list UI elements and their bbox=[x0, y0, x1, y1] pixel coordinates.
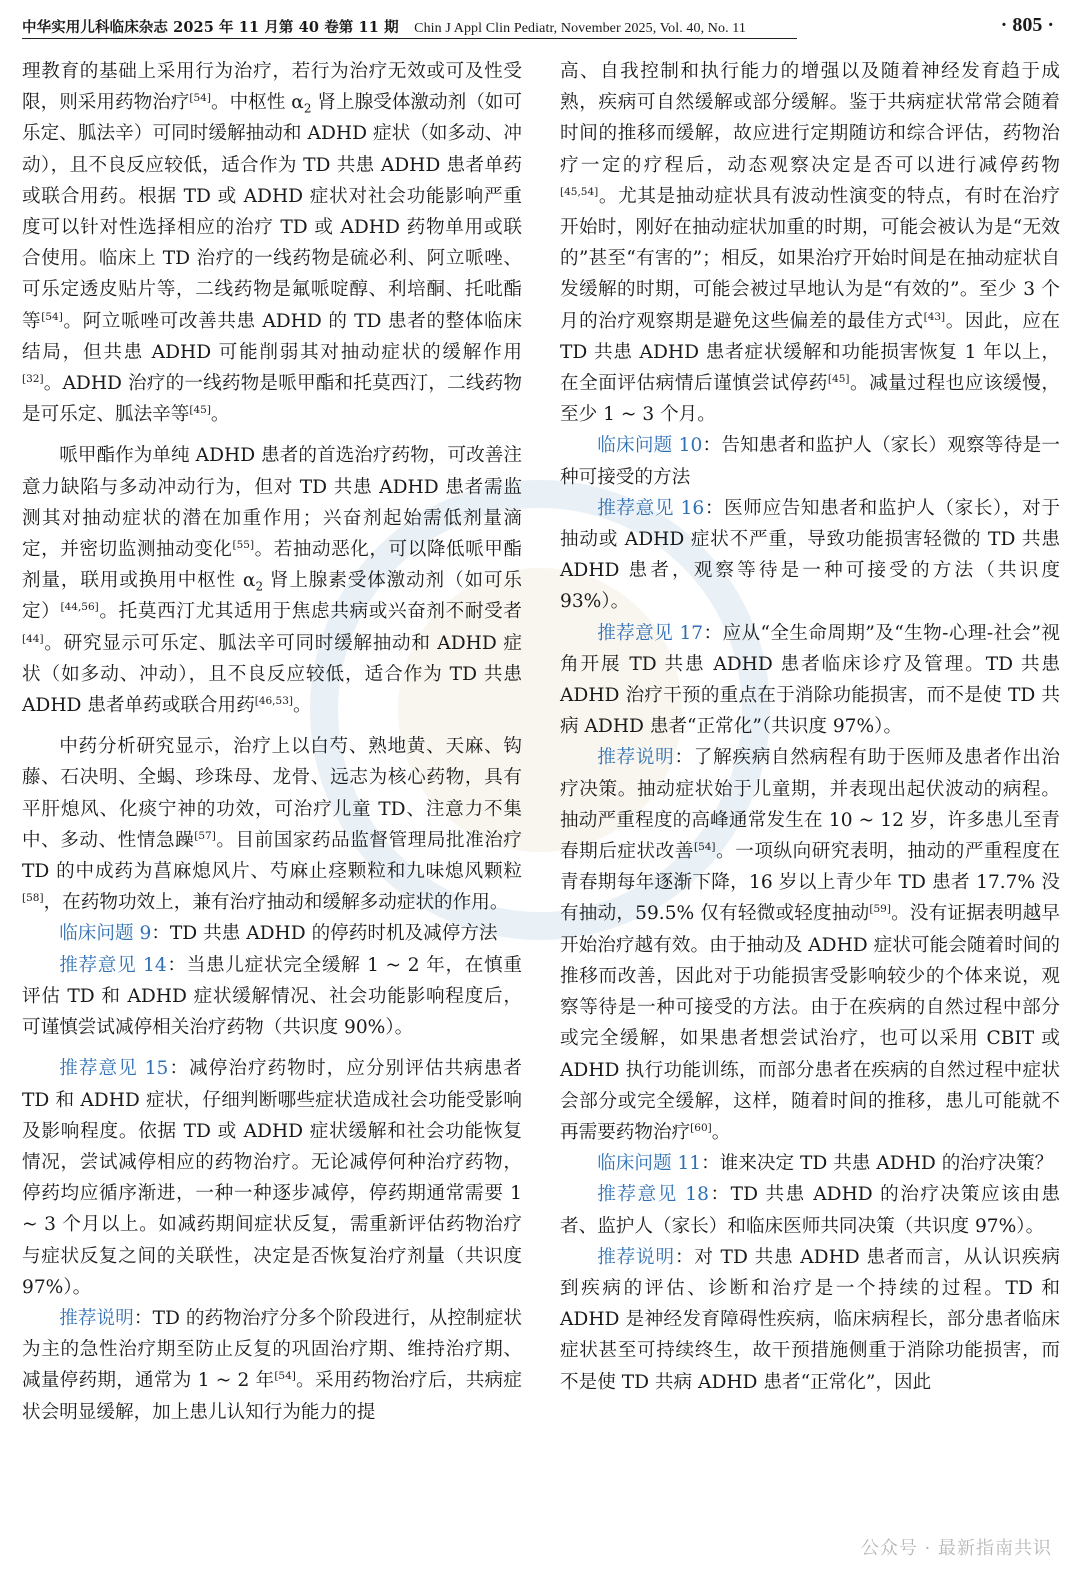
citation: [58] bbox=[22, 892, 44, 905]
clinical-question-11 bbox=[560, 1148, 1060, 1179]
running-header bbox=[22, 12, 1062, 42]
citation: [45,54] bbox=[560, 185, 599, 198]
left-column bbox=[22, 56, 522, 1428]
paragraph bbox=[560, 56, 1060, 430]
text-run: 。托莫西汀尤其适用于焦虑共病或兴奋剂不耐受者 bbox=[98, 601, 522, 623]
text-run: 。研究显示可乐定、胍法辛可同时缓解抽动和 ADHD 症状（如多动、冲动），且不良反应较低，适合作为 TD 共患 ADHD 患者单药或联合用药 bbox=[22, 632, 522, 717]
text-run: 理教育的基础上采用行为治疗，若行为治疗无效或可及性受限，则采用药物治疗 bbox=[22, 61, 522, 114]
recommendation-text: ：应从“全生命周期”及“生物-心理-社会”视角开展 TD 共患 ADHD 患者临床诊疗及管理。TD 共患 ADHD 治疗干预的重点在于消除功能损害，而不是使 TD 共病 ADHD 患者“正常化”（共识度 97%）。 bbox=[560, 622, 1061, 738]
citation: [54] bbox=[41, 310, 63, 323]
question-text: ：TD 共患 ADHD 的停药时机及减停方法 bbox=[151, 923, 498, 945]
citation: [45] bbox=[827, 372, 850, 385]
recommendation-text: ：当患儿症状完全缓解 1 ~ 2 年，在慎重评估 TD 和 ADHD 症状缓解情况、社会功能影响程度后，可谨慎尝试减停相关治疗药物（共识度 90%）。 bbox=[22, 954, 522, 1039]
subscript: 2 bbox=[255, 579, 264, 594]
recommendation-16 bbox=[560, 493, 1060, 618]
text-run: ：了解疾病自然病程有助于医师及患者作出治疗决策。抽动症状始于儿童期，并表现出起伏波动的病程。抽动严重程度的高峰通常发生在 10 ~ 12 岁，许多患儿至青春期后症状改善 bbox=[560, 747, 1060, 863]
recommendation-label: 推荐意见 16 bbox=[597, 497, 705, 519]
citation: [59] bbox=[869, 903, 891, 916]
text-run: 。ADHD 治疗的一线药物是哌甲酯和托莫西汀，二线药物是可乐定、胍法辛等 bbox=[22, 373, 522, 426]
journal-citation bbox=[22, 16, 746, 37]
text-run: 高、自我控制和执行能力的增强以及随着神经发育趋于成熟，疾病可自然缓解或部分缓解。鉴于共病症状常常会随着时间的推移而缓解，故应进行定期随访和综合评估，药物治疗一定的疗程后，动态观察决定是否可以进行减停药物 bbox=[560, 61, 1060, 176]
explanation bbox=[22, 1303, 522, 1428]
journal-title-en: Chin J Appl Clin Pediatr, November 2025, Vol. 40, No. 11 bbox=[414, 21, 746, 36]
recommendation-17 bbox=[560, 618, 1060, 743]
citation: [32] bbox=[22, 372, 44, 385]
citation: [44,56] bbox=[60, 601, 99, 614]
recommendation-label: 推荐意见 17 bbox=[597, 622, 704, 644]
text-run: 。中枢性 α bbox=[210, 92, 304, 114]
citation: [54] bbox=[693, 840, 716, 853]
citation: [44] bbox=[22, 632, 44, 645]
citation: [45] bbox=[189, 404, 211, 417]
subscript: 2 bbox=[303, 101, 312, 116]
journal-title-cn: 中华实用儿科临床杂志 2025 年 11 月第 40 卷第 11 期 bbox=[22, 19, 399, 36]
text-run: 。减量过程也应该缓慢，至少 1 ~ 3 个月。 bbox=[560, 373, 1060, 426]
text-run: 。没有证据表明越早开始治疗越有效。由于抽动及 ADHD 症状可能会随着时间的推移而改善，因此对于功能损害受影响较少的个体来说，观察等待是一种可接受的方法。由于在疾病的自然过程中部分或完全缓解，如果患者想尝试治疗，也可以采用 CBIT 或 ADHD 执行功能训练，而部分患者在疾病的自然过程中症状会部分或完全缓解，这样，随着时间的推移，患儿可能就不再需要药物治疗 bbox=[560, 903, 1060, 1143]
text-run: 。一项纵向研究表明，抽动的严重程度在青春期每年逐渐下降，16 岁以上青少年 TD 患者 17.7% 没有抽动，59.5% 仅有轻微或轻度抽动 bbox=[560, 841, 1060, 925]
recommendation-15 bbox=[22, 1053, 522, 1303]
question-text: ：谁来决定 TD 共患 ADHD 的治疗决策？ bbox=[701, 1153, 1054, 1175]
text-run: 。采用药物治疗后，共病症状会明显缓解，加上患儿认知行为能力的提 bbox=[22, 1370, 522, 1423]
text-run: 。 bbox=[292, 695, 312, 717]
text-run: 。阿立哌唑可改善共患 ADHD 的 TD 患者的整体临床结局，但共患 ADHD 可能削弱其对抽动症状的缓解作用 bbox=[22, 310, 522, 363]
citation: [54] bbox=[274, 1370, 296, 1383]
recommendation-label: 推荐意见 18 bbox=[597, 1184, 709, 1206]
explanation bbox=[560, 1242, 1060, 1398]
text-run: 。尤其是抽动症状具有波动性演变的特点，有时在治疗开始时，刚好在抽动症状加重的时期，可能会被认为是“无效的”甚至“有害的”；相反，如果治疗开始时间是在抽动症状自发缓解的时期，可能会被过早地认为是“有效的”。至少 3 个月的治疗观察期是避免这些偏差的最佳方式 bbox=[560, 185, 1060, 332]
text-run: ，在药物功效上，兼有治疗抽动和缓解多动症状的作用。 bbox=[43, 892, 509, 914]
text-run: 。目前国家药品监督管理局批准治疗 TD 的中成药为菖麻熄风片、芍麻止痉颗粒和九味熄风颗粒 bbox=[22, 829, 522, 883]
text-run: 。 bbox=[210, 404, 230, 426]
page-number: · 805 · bbox=[1000, 14, 1054, 36]
recommendation-text: ：TD 共患 ADHD 的治疗决策应该由患者、监护人（家长）和临床医师共同决策（共识度 97%）。 bbox=[560, 1184, 1061, 1237]
clinical-question-10 bbox=[560, 430, 1060, 492]
recommendation-label: 推荐意见 14 bbox=[59, 954, 167, 976]
text-run: 。若抽动恶化，可以降低哌甲酯剂量，联用或换用中枢性 α bbox=[22, 539, 522, 592]
explanation-label: 推荐说明 bbox=[59, 1307, 134, 1329]
recommendation-text: ：医师应告知患者和监护人（家长），对于抽动或 ADHD 症状不严重，导致功能损害轻微的 TD 共患 ADHD 患者，观察等待是一种可接受的方法（共识度 93%）。 bbox=[560, 497, 1060, 613]
question-label: 临床问题 9 bbox=[59, 923, 152, 945]
question-label: 临床问题 10 bbox=[597, 435, 703, 457]
recommendation-text: ：减停治疗药物时，应分别评估共病患者 TD 和 ADHD 症状，仔细判断哪些症状造成社会功能受影响及影响程度。依据 TD 或 ADHD 症状缓解和社会功能恢复情况，尝试减停相应的药物治疗。无论减停何种治疗药物，停药均应循序渐进，一种一种逐步减停，停药期通常需要 1 ~ 3 个月以上。如减药期间症状反复，需重新评估药物治疗与症状反复之间的关联性，决定是否恢复治疗剂量（共识度 97%）。 bbox=[22, 1058, 522, 1298]
recommendation-label: 推荐意见 15 bbox=[59, 1058, 169, 1080]
recommendation-14 bbox=[22, 950, 522, 1044]
citation: [43] bbox=[923, 310, 946, 323]
text-run: 肾上腺素受体激动剂（如可乐定） bbox=[22, 570, 523, 623]
question-label: 临床问题 11 bbox=[597, 1153, 702, 1175]
header-rule bbox=[22, 38, 797, 39]
citation: [57] bbox=[194, 829, 216, 842]
explanation bbox=[560, 742, 1060, 1148]
paragraph bbox=[22, 56, 522, 430]
citation: [55] bbox=[232, 538, 255, 551]
paragraph bbox=[22, 440, 522, 721]
explanation-text: ：对 TD 共患 ADHD 患者而言，从认识疾病到疾病的评估、诊断和治疗是一个持续的过程。TD 和 ADHD 是神经发育障碍性疾病，临床病程长，部分患者临床症状甚至可持续终生，故干预措施侧重于消除功能损害，而不是使 TD 共病 ADHD 患者“正常化”，因此 bbox=[560, 1246, 1060, 1393]
citation: [46,53] bbox=[254, 694, 293, 707]
paragraph bbox=[22, 731, 522, 918]
right-column bbox=[560, 56, 1060, 1398]
text-run: 。 bbox=[711, 1121, 731, 1143]
recommendation-18 bbox=[560, 1179, 1060, 1241]
explanation-label: 推荐说明 bbox=[597, 1246, 675, 1268]
question-text: ：告知患者和监护人（家长）观察等待是一种可接受的方法 bbox=[560, 435, 1060, 488]
citation: [54] bbox=[189, 92, 211, 105]
clinical-question-9 bbox=[22, 918, 522, 949]
text-run: 哌甲酯作为单纯 ADHD 患者的首选治疗药物，可改善注意力缺陷与多动冲动行为，但对 TD 共患 ADHD 患者需监测其对抽动症状的潜在加重作用；兴奋剂起始需低剂量滴定，并密切监测抽动变化 bbox=[22, 445, 522, 561]
text-run: 中药分析研究显示，治疗上以白芍、熟地黄、天麻、钩藤、石决明、全蝎、珍珠母、龙骨、远志为核心药物，具有平肝熄风、化痰宁神的功效，可治疗儿童 TD、注意力不集中、多动、性情急躁 bbox=[22, 736, 522, 851]
explanation-text bbox=[560, 747, 1060, 1142]
citation: [60] bbox=[690, 1121, 712, 1134]
text-run: 。因此，应在 TD 共患 ADHD 患者症状缓解和功能损害恢复 1 年以上，在全面评估病情后谨慎尝试停药 bbox=[560, 310, 1060, 395]
explanation-label: 推荐说明 bbox=[597, 747, 675, 769]
text-run: 肾上腺受体激动剂（如可乐定、胍法辛）可同时缓解抽动和 ADHD 症状（如多动、冲动），且不良反应较低，适合作为 TD 共患 ADHD 患者单药或联合用药。根据 TD 或 ADHD 症状对社会功能影响严重度可以针对性选择相应的治疗 TD 或 ADHD 药物单用或联合使用。临床上 TD 治疗的一线药物是硫必利、阿立哌唑、可乐定透皮贴片等，二线药物是氟哌啶醇、利培酮、托吡酯等 bbox=[22, 92, 522, 332]
footer-watermark: 公众号 · 最新指南共识 bbox=[860, 1538, 1052, 1559]
text-run: ：TD 的药物治疗分多个阶段进行，从控制症状为主的急性治疗期至防止反复的巩固治疗期、维持治疗期、减量停药期，通常为 1 ~ 2 年 bbox=[22, 1307, 522, 1392]
